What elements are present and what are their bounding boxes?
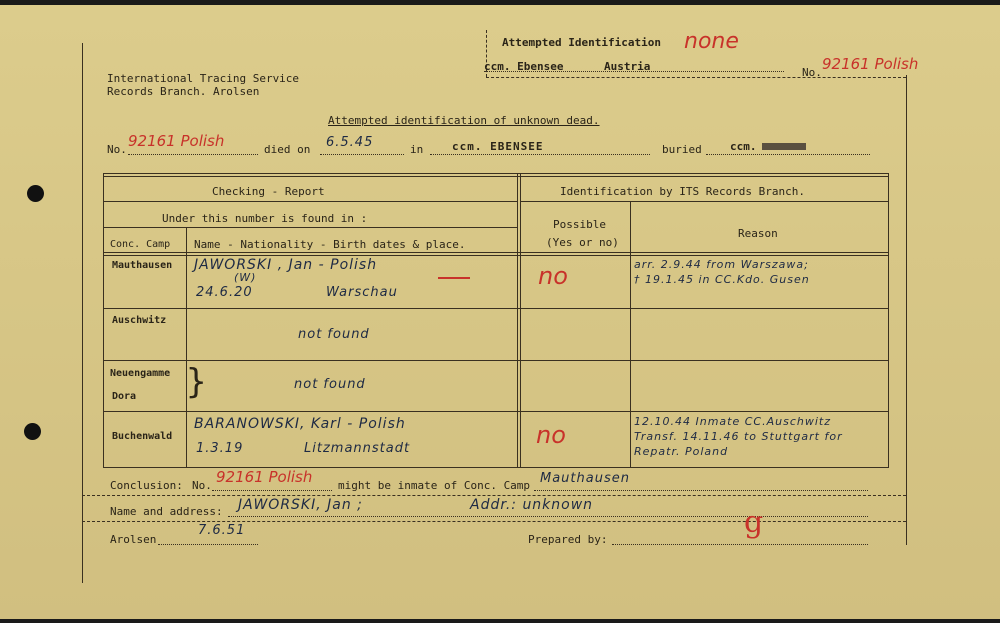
top-box-bottom (486, 77, 906, 78)
org-line-2: Records Branch. Arolsen (107, 85, 260, 98)
footer-date: 7.6.51 (198, 523, 246, 538)
row1-line1: JAWORSKI , Jan - Polish (194, 257, 378, 273)
conclusion-no-value: 92161 Polish (216, 468, 313, 486)
conclusion-no-dots (212, 490, 332, 491)
punch-hole-bottom (24, 423, 41, 440)
footer-signature: g (744, 505, 764, 540)
table-top-2 (103, 176, 889, 177)
org-line-1: International Tracing Service (107, 72, 300, 85)
row3-line1: not found (294, 377, 366, 392)
left-margin-line (82, 43, 83, 583)
record-card (0, 5, 1000, 619)
name-sep (82, 521, 906, 522)
row1-reason2: † 19.1.45 in CC.Kdo. Gusen (634, 273, 810, 286)
row3-camp: Neuengamme (110, 368, 171, 379)
table-mid-1 (517, 173, 518, 468)
col-camp-header: Conc. Camp (110, 239, 171, 250)
col-reason-header: Reason (738, 227, 778, 240)
conclusion-sep (82, 495, 906, 496)
name-address-value: JAWORSKI, Jan ; (238, 497, 363, 513)
record-died-value: 6.5.45 (326, 135, 374, 150)
header-bottom-1 (103, 252, 889, 253)
row1-camp: Mauthausen (112, 260, 173, 271)
record-in-dots (430, 154, 650, 155)
punch-hole-top (27, 185, 44, 202)
row4-reason3: Repatr. Poland (634, 445, 729, 458)
header-bottom-2 (103, 255, 889, 256)
row1-possible: no (538, 262, 568, 290)
footer-prepared-label: Prepared by: (528, 533, 608, 546)
row2-line1: not found (298, 327, 370, 342)
table-left (103, 173, 104, 468)
row-line-1r (520, 201, 888, 202)
row3-brace: } (186, 362, 207, 402)
name-address-label: Name and address: (110, 505, 223, 518)
col-sep-camp (186, 227, 187, 467)
row1-place: Warschau (326, 285, 398, 300)
col-name-header: Name - Nationality - Birth dates & place. (194, 238, 466, 251)
box-no-label: No. (802, 66, 822, 79)
name-address-addr: Addr.: unknown (470, 497, 594, 513)
row-line-1 (103, 201, 518, 202)
record-no-dots (128, 154, 258, 155)
box-place: ccm. Ebensee (484, 60, 564, 73)
row-sep-1 (103, 308, 889, 309)
row4-possible: no (536, 421, 566, 449)
record-in-value: ccm. EBENSEE (452, 140, 544, 153)
conclusion-mid-text: might be inmate of Conc. Camp (338, 479, 531, 492)
row-sep-2 (103, 360, 889, 361)
record-died-dots (320, 154, 404, 155)
row-line-2 (103, 227, 518, 228)
table-mid-2 (520, 173, 521, 468)
record-died-label: died on (264, 143, 311, 156)
row1-underline (438, 277, 470, 279)
box-no-value: 92161 Polish (822, 55, 919, 73)
name-address-dots (228, 516, 868, 517)
ident-header: Identification by ITS Records Branch. (560, 185, 806, 198)
col-possible-header-2: (Yes or no) (546, 236, 619, 249)
record-buried-value: ccm. (730, 140, 757, 153)
checking-header: Checking - Report (212, 185, 325, 198)
table-right (888, 173, 889, 468)
row1-reason1: arr. 2.9.44 from Warszawa; (634, 258, 809, 271)
row4-place: Litzmannstadt (304, 441, 411, 456)
row1-line1-sub: (W) (234, 271, 257, 284)
row4-reason1: 12.10.44 Inmate CC.Auschwitz (634, 415, 831, 428)
footer-prepared-dots (612, 544, 868, 545)
row4-reason2: Transf. 14.11.46 to Stuttgart for (634, 430, 843, 443)
table-top-1 (103, 173, 889, 174)
redaction-mark (762, 143, 806, 150)
box-title: Attempted Identification (502, 36, 661, 49)
box-dots (484, 71, 784, 72)
page-title: Attempted identification of unknown dead. (328, 114, 600, 127)
row3-camp2: Dora (112, 391, 137, 402)
row1-date: 24.6.20 (196, 285, 253, 300)
record-buried-label: buried (662, 143, 702, 156)
row2-camp: Auschwitz (112, 315, 167, 326)
col-possible-header-1: Possible (553, 218, 606, 231)
conclusion-camp-value: Mauthausen (540, 471, 630, 486)
conclusion-no-label: No. (192, 479, 212, 492)
conclusion-camp-dots (534, 490, 868, 491)
annotation-none: none (684, 29, 739, 54)
record-in-label: in (410, 143, 424, 156)
record-no-label: No. (107, 143, 127, 156)
footer-date-dots (158, 544, 258, 545)
record-no-value: 92161 Polish (128, 132, 225, 150)
under-number-label: Under this number is found in : (162, 212, 368, 225)
footer-place: Arolsen (110, 533, 157, 546)
box-country: Austria (604, 60, 651, 73)
record-buried-dots (706, 154, 870, 155)
row-sep-3 (103, 411, 889, 412)
conclusion-label: Conclusion: (110, 479, 183, 492)
row4-camp: Buchenwald (112, 431, 173, 442)
right-margin-line (906, 75, 907, 545)
col-sep-reason (630, 201, 631, 467)
row4-line1: BARANOWSKI, Karl - Polish (194, 416, 406, 432)
row4-date: 1.3.19 (196, 441, 244, 456)
